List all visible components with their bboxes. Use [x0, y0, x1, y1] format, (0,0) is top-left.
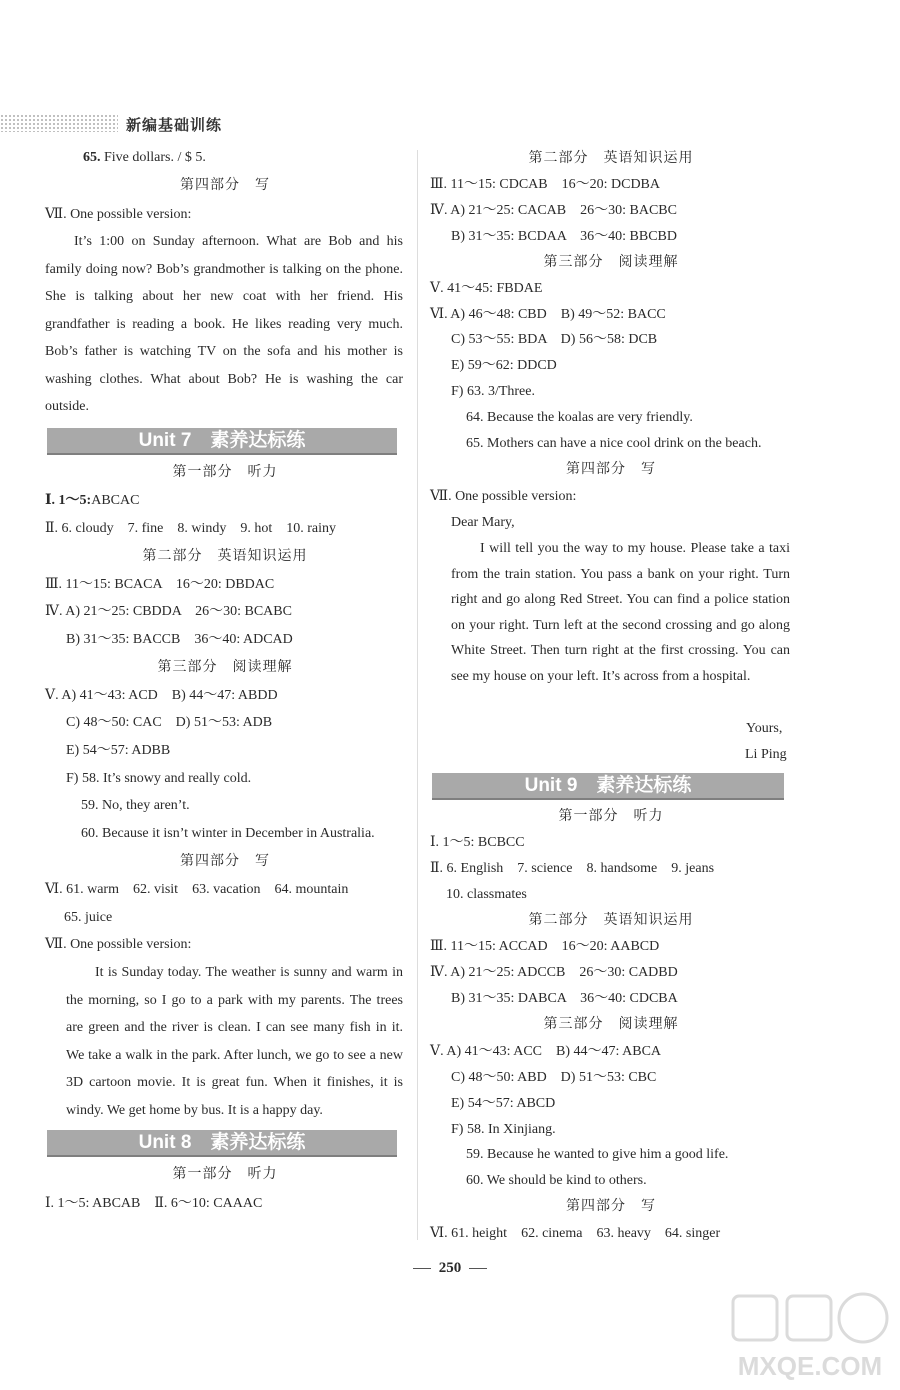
- column-divider: [417, 150, 418, 1240]
- section-heading: 第三部分 阅读理解: [157, 660, 293, 675]
- answer-line: C) 48～50: ABD D) 51～53: CBC: [451, 1070, 657, 1085]
- answer-line: Ⅵ. 61. warm 62. visit 63. vacation 64. mountain: [45, 882, 349, 897]
- answer-line: 65. Five dollars. / $ 5.: [83, 150, 206, 165]
- answer-line: B) 31～35: BACCB 36～40: ADCAD: [66, 632, 293, 647]
- answer-line: Ⅵ. A) 46～48: CBD B) 49～52: BACC: [430, 307, 666, 322]
- page-number-dash-left: [413, 1268, 431, 1269]
- answer-line: Ⅳ. A) 21～25: CBDDA 26～30: BCABC: [45, 604, 292, 619]
- answer-line: Ⅲ. 11～15: BCACA 16～20: DBDAC: [45, 577, 275, 592]
- watermark-text: MXQE.COM: [737, 1351, 883, 1381]
- answer-line: F) 58. In Xinjiang.: [451, 1122, 556, 1137]
- unit-9-banner: Unit 9 素养达标练: [432, 773, 784, 798]
- answer-line: Ⅲ. 11～15: ACCAD 16～20: AABCD: [430, 939, 660, 954]
- answer-line: 60. We should be kind to others.: [466, 1173, 647, 1188]
- answer-line: Ⅴ. 41～45: FBDAE: [430, 281, 543, 296]
- answer-line: Ⅵ. 61. height 62. cinema 63. heavy 64. singer: [430, 1226, 721, 1241]
- answer-line: 60. Because it isn’t winter in December in Australia.: [81, 826, 375, 841]
- answer-line: F) 63. 3/Three.: [451, 384, 535, 399]
- answer-line: 59. No, they aren’t.: [81, 798, 190, 813]
- answer-line: Ⅱ. 6. cloudy 7. fine 8. windy 9. hot 10. rainy: [45, 521, 337, 536]
- page-number-dash-right: [469, 1268, 487, 1269]
- section-heading: 第四部分 写: [566, 1199, 656, 1214]
- answer-line: Ⅶ. One possible version:: [45, 207, 192, 222]
- section-heading: 第一部分 听力: [558, 809, 664, 824]
- answer-line: E) 59～62: DDCD: [451, 358, 557, 373]
- answer-line: Ⅴ. A) 41～43: ACC B) 44～47: ABCA: [430, 1044, 662, 1059]
- answer-line: E) 54～57: ADBB: [66, 743, 171, 758]
- answer-line: C) 53～55: BDA D) 56～58: DCB: [451, 332, 658, 347]
- watermark-logo: [725, 1290, 895, 1385]
- answer-line: Ⅳ. A) 21～25: CACAB 26～30: BACBC: [430, 203, 677, 218]
- answer-line: Ⅰ. 1～5: ABCAB Ⅱ. 6～10: CAAAC: [45, 1196, 263, 1211]
- answer-line: 65. juice: [64, 910, 113, 925]
- answer-line: Ⅰ. 1～5: BCBCC: [430, 835, 525, 850]
- answer-line: F) 58. It’s snowy and really cold.: [66, 771, 252, 786]
- letter-greeting: Dear Mary,: [451, 515, 515, 530]
- unit-8-banner: Unit 8 素养达标练: [47, 1130, 397, 1155]
- answer-line: 10. classmates: [446, 887, 527, 902]
- answer-line: B) 31～35: DABCA 36～40: CDCBA: [451, 991, 678, 1006]
- essay-paragraph: It’s 1:00 on Sunday afternoon. What are Bob and his family doing now? Bob’s grandmother is talking on the phone. She is talking about her new coat with her friend. His grandfather is reading a book. He likes reading very much. Bob’s father is watching TV on the sofa and his mother is washing clothes. What about Bob? He is washing the car outside.: [45, 234, 403, 414]
- answer-line: Ⅶ. One possible version:: [45, 937, 192, 952]
- section-heading: 第一部分 听力: [172, 1167, 278, 1182]
- letter-closing: Yours,: [746, 721, 783, 736]
- answer-line: Ⅰ. 1～5:ABCAC: [45, 493, 140, 508]
- header-dot-pattern: [0, 114, 118, 132]
- section-heading: 第二部分 英语知识运用: [142, 549, 308, 564]
- section-heading: 第二部分 英语知识运用: [528, 151, 694, 166]
- section-heading: 第三部分 阅读理解: [543, 1017, 679, 1032]
- answer-line: Ⅲ. 11～15: CDCAB 16～20: DCDBA: [430, 177, 661, 192]
- answer-line: 59. Because he wanted to give him a good life.: [466, 1147, 729, 1162]
- section-heading: 第一部分 听力: [172, 465, 278, 480]
- answer-line: C) 48～50: CAC D) 51～53: ADB: [66, 715, 273, 730]
- page-number: 250: [0, 1260, 900, 1277]
- header-title: 新编基础训练: [126, 118, 223, 134]
- answer-line: E) 54～57: ABCD: [451, 1096, 556, 1111]
- unit-7-banner: Unit 7 素养达标练: [47, 428, 397, 453]
- section-heading: 第四部分 写: [180, 854, 270, 869]
- section-heading: 第三部分 阅读理解: [543, 255, 679, 270]
- answer-line: Ⅱ. 6. English 7. science 8. handsome 9. jeans: [430, 861, 715, 876]
- answer-line: 64. Because the koalas are very friendly.: [466, 410, 693, 425]
- section-heading: 第四部分 写: [180, 178, 270, 193]
- essay-paragraph: It is Sunday today. The weather is sunny and warm in the morning, so I go to a park with my parents. The trees are green and the river is clean. I can see many fish in it. We take a walk in the park. After lunch, we go to see a new 3D cartoon movie. It is great fun. When it finishes, it is windy. We get home by bus. It is a happy day.: [66, 965, 403, 1118]
- answer-line: Ⅴ. A) 41～43: ACD B) 44～47: ABDD: [45, 688, 278, 703]
- letter-body: I will tell you the way to my house. Please take a taxi from the train station. You pass a bank on your right. Turn right and go along Red Street. You can find a police station on your right. Turn left at the second crossing and go along White Street. Then turn right at the first crossing. You can see my house on your left. It’s across from a hospital.: [451, 541, 790, 684]
- answer-line: 65. Mothers can have a nice cool drink on the beach.: [466, 436, 762, 451]
- section-heading: 第四部分 写: [566, 462, 656, 477]
- letter-signature: Li Ping: [745, 747, 787, 762]
- answer-line: Ⅳ. A) 21～25: ADCCB 26～30: CADBD: [430, 965, 678, 980]
- answer-line: B) 31～35: BCDAA 36～40: BBCBD: [451, 229, 677, 244]
- answer-line: Ⅶ. One possible version:: [430, 489, 577, 504]
- section-heading: 第二部分 英语知识运用: [528, 913, 694, 928]
